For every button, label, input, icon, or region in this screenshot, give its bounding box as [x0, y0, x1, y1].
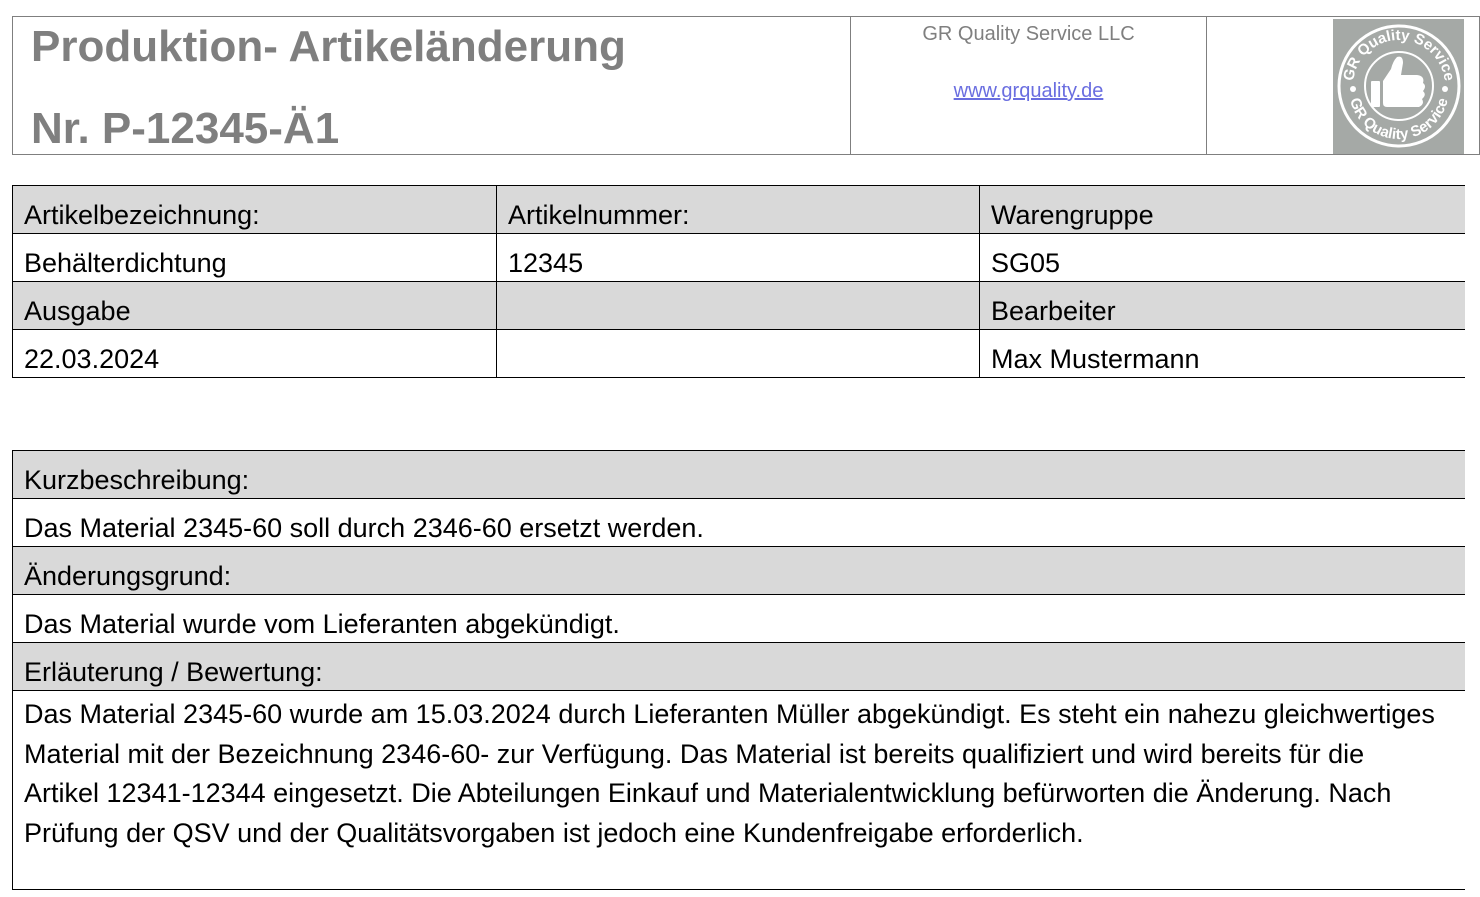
title-cell: [13, 17, 851, 154]
value-warengruppe: SG05: [980, 234, 1465, 282]
value-aenderungsgrund: Das Material wurde vom Lieferanten abgekündigt.: [13, 595, 1465, 643]
label-artikelbezeichnung: Artikelbezeichnung:: [13, 186, 497, 234]
document-number: Nr. P-12345-Ä1: [31, 104, 340, 153]
table-row: [13, 451, 1465, 499]
company-website-link[interactable]: www.grquality.de: [953, 80, 1104, 102]
table-row: [13, 282, 1465, 330]
value-ausgabe: 22.03.2024: [13, 330, 497, 378]
svg-text:GR Quality Service: GR Quality Service: [1346, 95, 1452, 144]
table-row: [13, 595, 1465, 643]
label-erlaeuterung: Erläuterung / Bewertung:: [13, 643, 1465, 691]
table-row: [13, 330, 1465, 378]
logo-cell: [1207, 17, 1479, 154]
table-row: [13, 186, 1465, 234]
svg-text:GR Quality Service: GR Quality Service: [1340, 26, 1458, 83]
label-aenderungsgrund: Änderungsgrund:: [13, 547, 1465, 595]
label-bearbeiter: Bearbeiter: [980, 282, 1465, 330]
label-empty: [497, 282, 980, 330]
table-row: [13, 643, 1465, 691]
company-logo: [1333, 19, 1464, 154]
company-name: GR Quality Service LLC: [922, 23, 1135, 45]
article-info-table: [12, 185, 1465, 378]
table-row: [13, 547, 1465, 595]
table-row: [13, 691, 1465, 890]
value-kurzbeschreibung: Das Material 2345-60 soll durch 2346-60 ersetzt werden.: [13, 499, 1465, 547]
label-kurzbeschreibung: Kurzbeschreibung:: [13, 451, 1465, 499]
document-title: Produktion- Artikeländerung: [31, 22, 626, 71]
value-artikelnummer: 12345: [497, 234, 980, 282]
change-description-table: [12, 450, 1465, 890]
value-empty: [497, 330, 980, 378]
label-ausgabe: Ausgabe: [13, 282, 497, 330]
company-website-wrap: [851, 80, 1206, 103]
value-artikelbezeichnung: Behälterdichtung: [13, 234, 497, 282]
value-erlaeuterung: Das Material 2345-60 wurde am 15.03.2024 durch Lieferanten Müller abgekündigt. Es steht ein nahezu gleichwertiges Material mit der Bezeichnung 2346-60- zur Verfügung. Das Material ist bereits qualifiziert und wird bereits für die Artikel 12341-12344 eingesetzt. Die Abteilungen Einkauf und Materialentwicklung befürworten die Änderung. Nach Prüfung der QSV und der Qualitätsvorgaben ist jedoch eine Kundenfreigabe erforderlich.: [13, 691, 1465, 890]
document-header: [12, 16, 1480, 155]
label-artikelnummer: Artikelnummer:: [497, 186, 980, 234]
table-row: [13, 499, 1465, 547]
thumbs-up-seal-icon: [1333, 19, 1464, 154]
value-bearbeiter: Max Mustermann: [980, 330, 1465, 378]
company-cell: [851, 17, 1207, 154]
table-row: [13, 234, 1465, 282]
label-warengruppe: Warengruppe: [980, 186, 1465, 234]
